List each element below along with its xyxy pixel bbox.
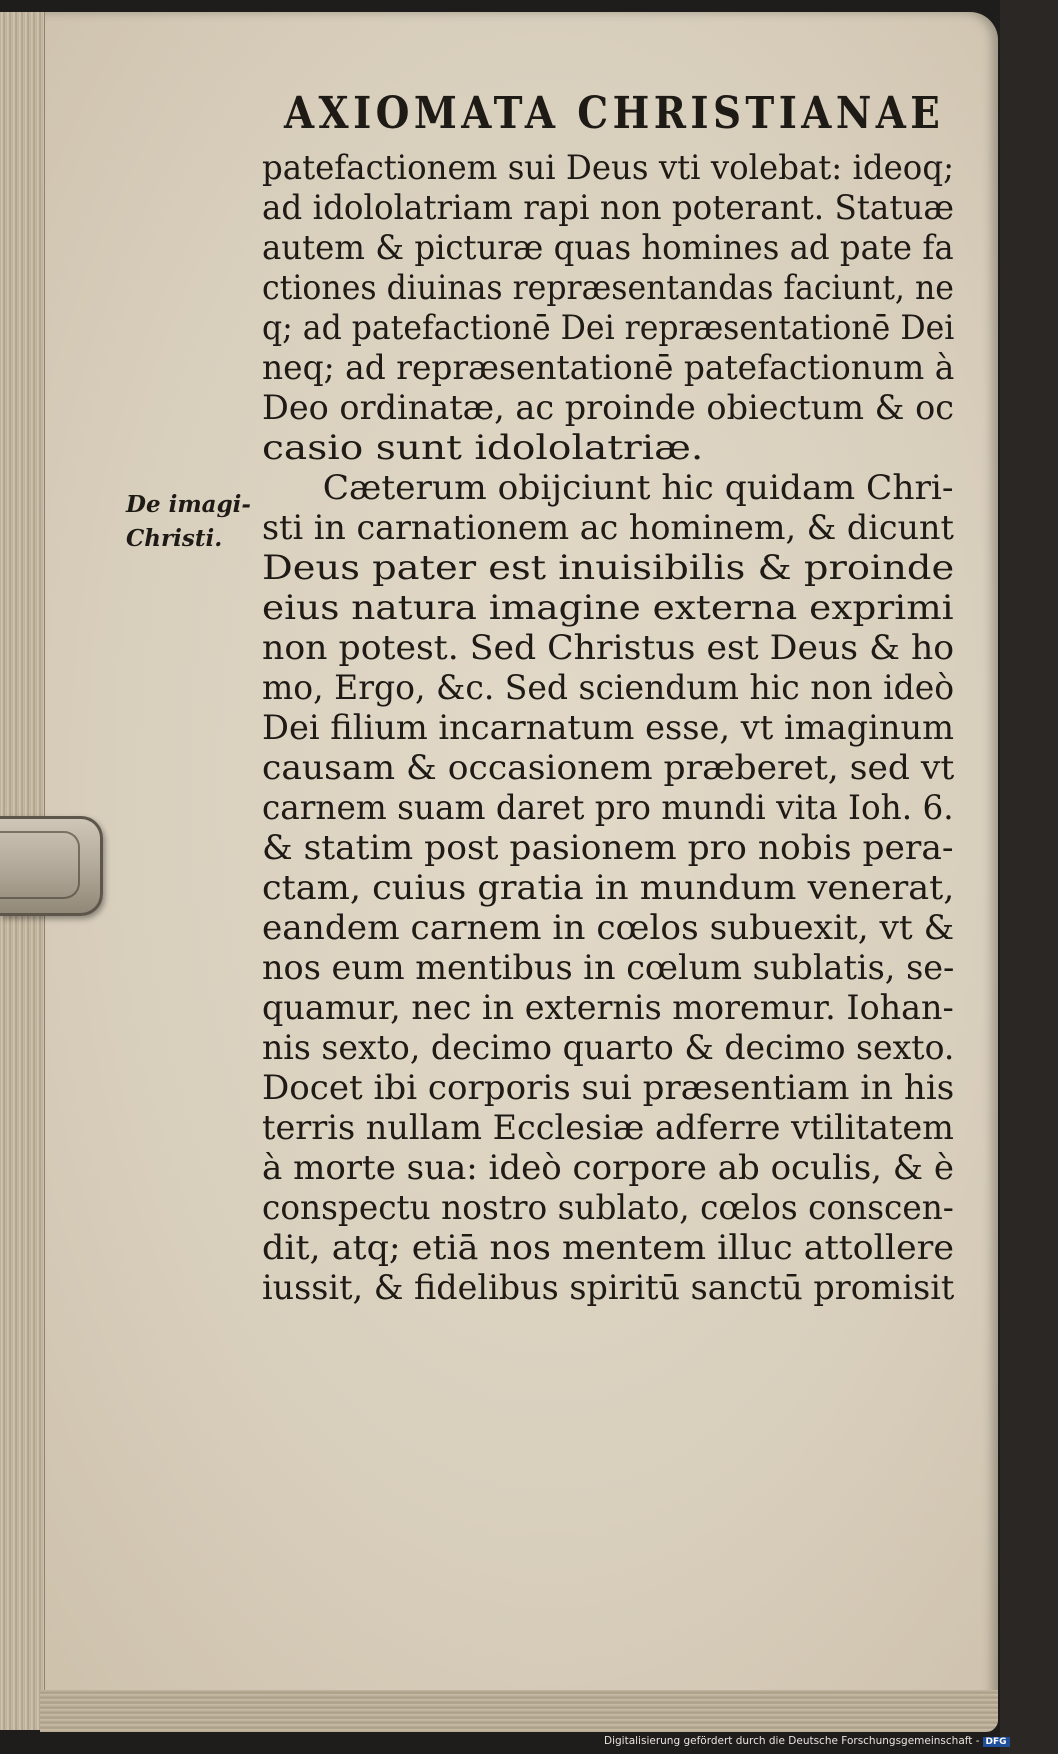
text-line: sti in carnationem ac hominem, & dicunt xyxy=(262,508,954,548)
book-clamp xyxy=(0,816,103,916)
text-line: conspectu nostro sublato, cœlos conscen- xyxy=(262,1188,954,1228)
text-line: dit, atq; etiā nos mentem illuc attollere xyxy=(262,1228,955,1268)
text-line: nis sexto, decimo quarto & decimo sexto. xyxy=(262,1028,955,1068)
marginal-note xyxy=(126,488,266,556)
body-text xyxy=(262,148,954,1308)
text-line: & statim post pasionem pro nobis pera- xyxy=(262,828,954,868)
text-line: Cæterum obijciunt hic quidam Chri- xyxy=(322,468,954,508)
text-line: iussit, & fidelibus spiritū sanctū promisit xyxy=(262,1268,955,1308)
text-line: ctam, cuius gratia in mundum venerat, xyxy=(262,868,955,908)
footer-text: Digitalisierung gefördert durch die Deutsche Forschungsgemeinschaft - xyxy=(604,1735,980,1747)
text-line: quamur, nec in externis moremur. Iohan- xyxy=(262,988,954,1028)
marginal-note-line: De imagi- xyxy=(126,491,251,518)
digitization-footer xyxy=(604,1735,1007,1747)
text-line: à morte sua: ideò corpore ab oculis, & è xyxy=(262,1148,954,1188)
text-line: non potest. Sed Christus est Deus & ho xyxy=(262,628,955,668)
text-line: ad idololatriam rapi non poterant. Statuæ xyxy=(262,188,955,228)
text-line: ctiones diuinas repræsentandas faciunt, ne xyxy=(262,268,954,308)
text-line: Dei filium incarnatum esse, vt imaginum xyxy=(262,708,955,748)
marginal-note-line: Christi. xyxy=(126,525,223,552)
text-line: carnem suam daret pro mundi vita Ioh. 6. xyxy=(262,788,954,828)
text-line: patefactionem sui Deus vti volebat: ideoq; xyxy=(262,148,954,188)
text-line: nos eum mentibus in cœlum sublatis, se- xyxy=(262,948,955,988)
bottom-page-edges xyxy=(40,1690,998,1732)
text-line: casio sunt idololatriæ. xyxy=(262,428,704,468)
text-line: q; ad patefactionē Dei repræsentationē Dei xyxy=(262,308,955,348)
dfg-logo: DFG xyxy=(983,1737,1010,1747)
text-line: Deus pater est inuisibilis & proinde xyxy=(262,548,955,588)
text-line: neq; ad repræsentationē patefactionum à xyxy=(262,348,955,388)
text-line: autem & picturæ quas homines ad pate fa xyxy=(262,228,954,268)
text-line: causam & occasionem præberet, sed vt xyxy=(262,748,955,788)
text-line: mo, Ergo, &c. Sed sciendum hic non ideò xyxy=(262,668,955,708)
text-line: Deo ordinatæ, ac proinde obiectum & oc xyxy=(262,388,954,428)
text-line: eius natura imagine externa exprimi xyxy=(262,588,954,628)
text-line: terris nullam Ecclesiæ adferre vtilitatem xyxy=(262,1108,954,1148)
text-line: Docet ibi corporis sui præsentiam in his xyxy=(262,1068,955,1108)
text-line: eandem carnem in cœlos subuexit, vt & xyxy=(262,908,955,948)
running-header: AXIOMATA CHRISTIANAE xyxy=(284,88,945,139)
